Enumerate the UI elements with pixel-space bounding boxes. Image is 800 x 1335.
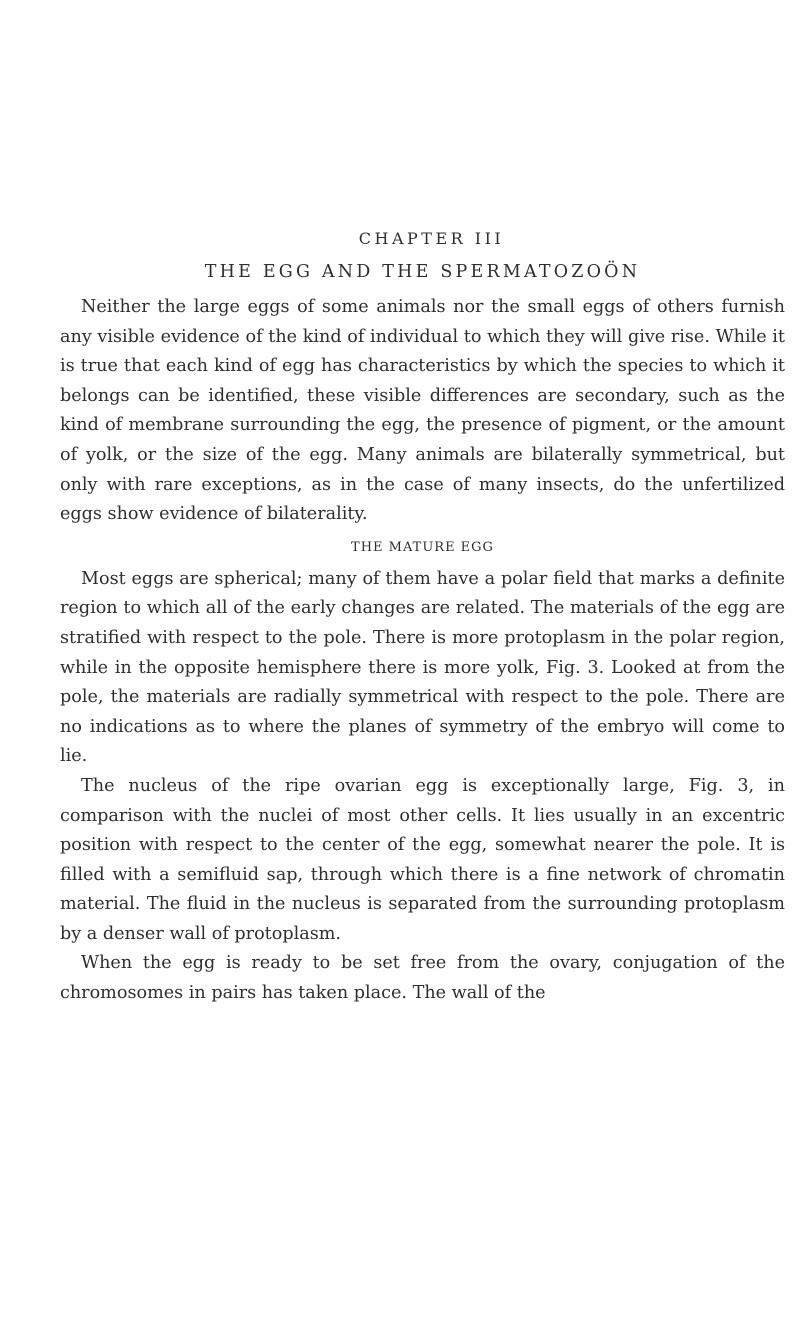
chapter-label: CHAPTER III xyxy=(358,229,505,248)
section-heading: THE MATURE EGG xyxy=(351,539,494,555)
body-paragraph: Most eggs are spherical; many of them have a polar field that marks a definite region to which all of the early changes are related. The materials of the egg are stratified with respect to the pole. There is more protoplasm in the polar region, while in the opposite hemisphere there is more yolk, Fig. 3. Looked at from the pole, the materials are radially symmetrical with respect to the pole. There are no indications as to where the planes of symmetry of the embryo will come to lie. xyxy=(60,568,785,767)
body-paragraph: When the egg is ready to be set free from the ovary, conjugation of the chromosomes in pairs has taken place. The wall of the xyxy=(60,953,785,1004)
intro-paragraph: Neither the large eggs of some animals nor the small eggs of others furnish any visible evidence of the kind of individual to which they will give rise. While it is true that each kind of egg has characteristics by which the species to which it belongs can be identified, these visible differences are secondary, such as the kind of membrane surrounding the egg, the presence of pigment, or the amount of yolk, or the size of the egg. Many animals are bilaterally symmetrical, but only with rare exceptions, as in the case of many insects, do the unfertilized eggs show evidence of bilaterality. xyxy=(60,297,785,525)
page-text xyxy=(60,228,785,1009)
chapter-title: THE EGG AND THE SPERMATOZOÖN xyxy=(204,262,641,282)
body-paragraph: The nucleus of the ripe ovarian egg is exceptionally large, Fig. 3, in comparison with the nuclei of most other cells. It lies usually in an excentric position with respect to the center of the egg, somewhat nearer the pole. It is filled with a semifluid sap, through which there is a fine network of chromatin material. The fluid in the nucleus is separated from the surrounding protoplasm by a denser wall of protoplasm. xyxy=(60,775,785,944)
